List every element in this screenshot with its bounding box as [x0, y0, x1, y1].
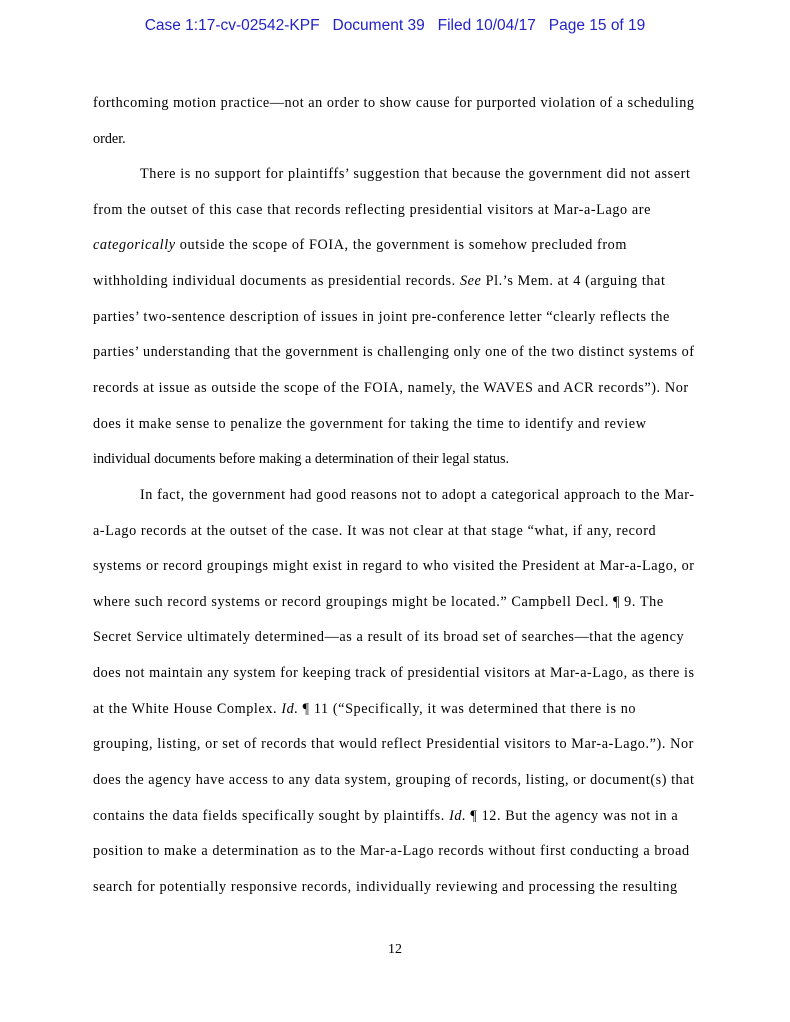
body-line — [140, 166, 691, 183]
body-line — [93, 558, 695, 575]
body-line — [93, 629, 684, 646]
body-line — [93, 523, 656, 540]
text-run: search for potentially responsive records, individually reviewing and processing the resulting — [93, 879, 678, 895]
text-run: contains the data fields specifically sought by plaintiffs. — [93, 808, 450, 824]
body-line — [93, 380, 689, 397]
body-line — [93, 808, 678, 825]
text-run: records at issue as outside the scope of the FOIA, namely, the WAVES and ACR records”). Nor — [93, 380, 689, 396]
body-line — [140, 487, 695, 504]
text-run: does not maintain any system for keeping track of presidential visitors at Mar-a-Lago, as there is — [93, 665, 695, 681]
text-run: individual documents before making a determination of their legal status. — [93, 451, 510, 467]
text-run: order. — [93, 131, 126, 147]
body-line — [93, 594, 664, 611]
body-line — [93, 131, 126, 148]
text-run: forthcoming motion practice—not an order to show cause for purported violation of a scheduling — [93, 95, 695, 111]
text-run: Pl.’s Mem. at 4 (arguing that — [481, 273, 666, 289]
text-run: withholding individual documents as presidential records. — [93, 273, 460, 289]
text-run: parties’ two-sentence description of issues in joint pre-conference letter “clearly reflects the — [93, 309, 670, 325]
page-number: 12 — [388, 942, 402, 957]
text-run: outside the scope of FOIA, the government is somehow precluded from — [175, 237, 628, 253]
text-run: ¶ 11 (“Specifically, it was determined that there is no — [298, 701, 637, 717]
text-run: position to make a determination as to the Mar-a-Lago records without first conducting a broad — [93, 843, 690, 859]
italic-citation: Id. — [281, 701, 299, 717]
text-run: from the outset of this case that records reflecting presidential visitors at Mar-a-Lago are — [93, 202, 651, 218]
text-run: parties’ understanding that the government is challenging only one of the two distinct systems of — [93, 344, 695, 360]
body-line — [93, 843, 690, 860]
text-run: systems or record groupings might exist in regard to who visited the President at Mar-a-Lago, or — [93, 558, 695, 574]
body-line — [93, 95, 694, 112]
text-run: ¶ 12. But the agency was not in a — [466, 808, 679, 824]
italic-citation: See — [459, 273, 482, 289]
body-line — [93, 772, 695, 789]
body-line — [93, 273, 666, 290]
body-line — [93, 416, 647, 433]
case-header: Case 1:17-cv-02542-KPF Document 39 Filed 10/04/17 Page 15 of 19 — [144, 17, 646, 34]
body-line — [93, 879, 678, 896]
text-run: a-Lago records at the outset of the case. It was not clear at that stage “what, if any, record — [93, 523, 657, 539]
italic-citation: categorically — [93, 237, 176, 253]
body-line — [93, 451, 509, 468]
text-run: does the agency have access to any data system, grouping of records, listing, or document(s) that — [93, 772, 695, 788]
italic-citation: Id. — [449, 808, 467, 824]
text-run: does it make sense to penalize the government for taking the time to identify and review — [93, 416, 647, 432]
body-line — [93, 736, 694, 753]
body-line — [93, 701, 636, 718]
text-run: grouping, listing, or set of records that would reflect Presidential visitors to Mar-a-Lago.”). Nor — [93, 736, 694, 752]
body-line — [93, 202, 651, 219]
body-line — [93, 344, 695, 361]
body-line — [93, 665, 695, 682]
text-run: There is no support for plaintiffs’ suggestion that because the government did not assert — [140, 166, 691, 182]
body-line — [93, 309, 670, 326]
body-line — [93, 237, 627, 254]
text-run: where such record systems or record groupings might be located.” Campbell Decl. ¶ 9. The — [93, 594, 664, 610]
text-run: In fact, the government had good reasons not to adopt a categorical approach to the Mar- — [140, 487, 695, 503]
text-run: Secret Service ultimately determined—as a result of its broad set of searches—that the agency — [93, 629, 685, 645]
text-run: at the White House Complex. — [93, 701, 282, 717]
